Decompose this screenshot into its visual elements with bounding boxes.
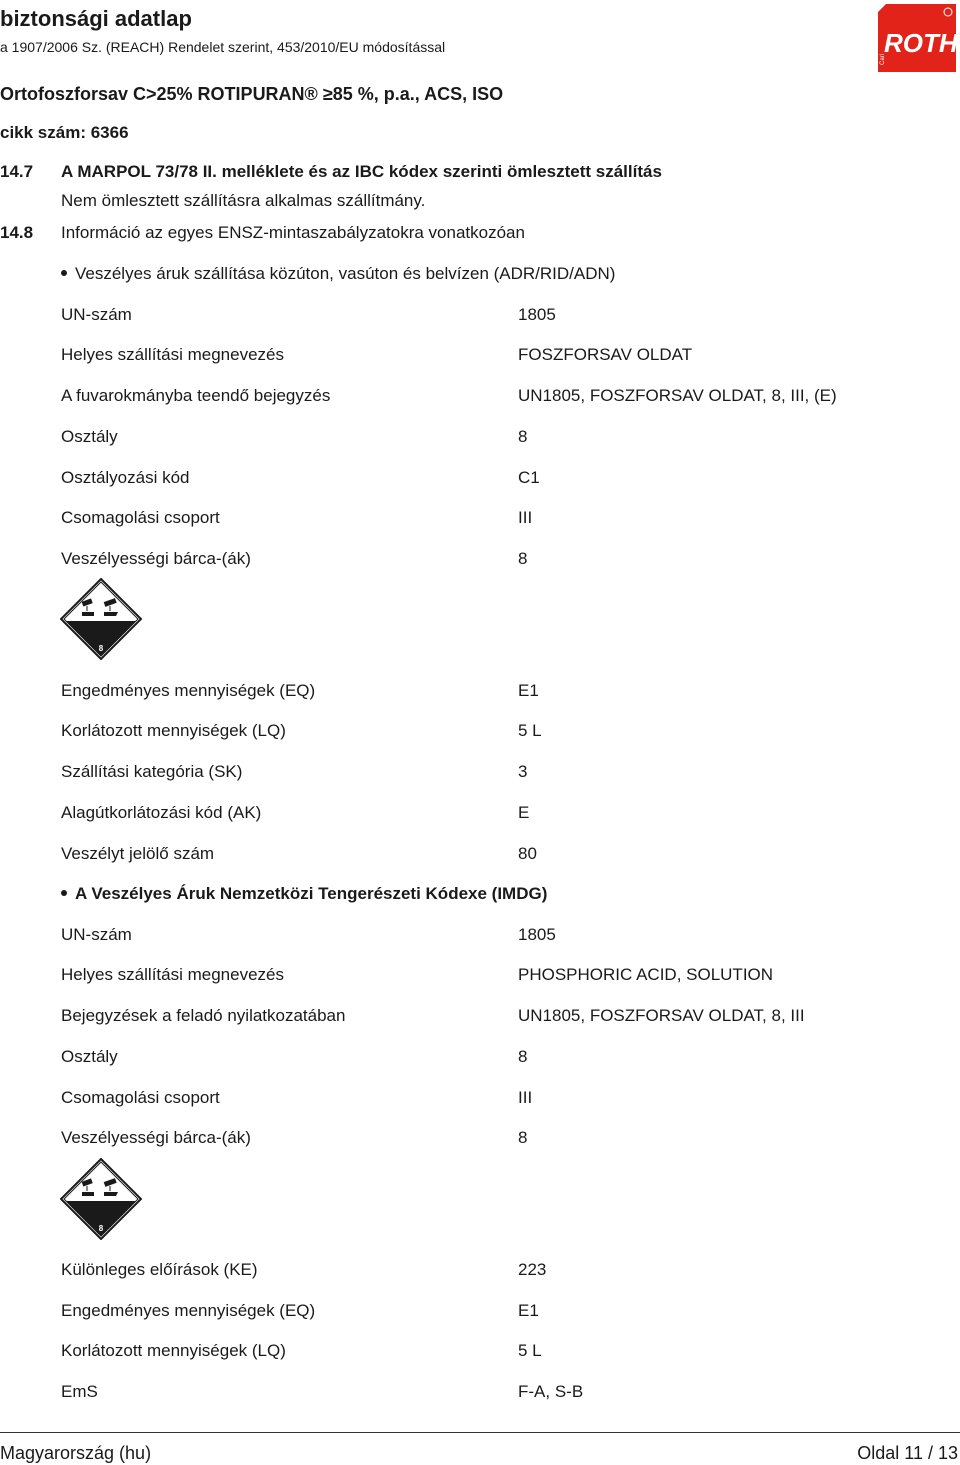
adr-row-label: Osztályozási kód: [61, 468, 190, 487]
imdg-row-value: 8: [518, 1128, 528, 1147]
hazard-class-number: 8: [98, 1224, 104, 1233]
section-14-8-number: 14.8: [0, 223, 34, 242]
imdg-row-value: III: [518, 1088, 533, 1107]
adr-row-label: UN-szám: [61, 305, 132, 324]
adr-row-value: 8: [518, 549, 528, 568]
adr-row-value: 3: [518, 762, 528, 781]
imdg-heading-text: A Veszélyes Áruk Nemzetközi Tengerészeti Kódexe (IMDG): [75, 884, 548, 903]
imdg-row-label: Engedményes mennyiségek (EQ): [61, 1301, 316, 1320]
imdg-row-label: Helyes szállítási megnevezés: [61, 965, 284, 984]
adr-row-value: FOSZFORSAV OLDAT: [518, 345, 693, 364]
imdg-row-label: Különleges előírások (KE): [61, 1260, 258, 1279]
footer-country: Magyarország (hu): [0, 1443, 152, 1463]
footer-page-number: Oldal 11 / 13: [857, 1443, 958, 1463]
document-subtitle: a 1907/2006 Sz. (REACH) Rendelet szerint, 453/2010/EU módosítással: [0, 39, 446, 55]
corrosive-hazard-label-icon: [60, 1158, 142, 1240]
corrosive-hazard-label-icon: [60, 578, 142, 660]
adr-row-label: Osztály: [61, 427, 118, 446]
adr-row-label: Engedményes mennyiségek (EQ): [61, 681, 316, 700]
imdg-row-value: 223: [518, 1260, 547, 1279]
imdg-row-label: Korlátozott mennyiségek (LQ): [61, 1341, 286, 1360]
adr-row-value: 8: [518, 427, 528, 446]
imdg-row-value: 8: [518, 1047, 528, 1066]
imdg-row-label: Veszélyességi bárca-(ák): [61, 1128, 251, 1147]
adr-row-value: 80: [518, 844, 537, 863]
imdg-row-value: UN1805, FOSZFORSAV OLDAT, 8, III: [518, 1006, 805, 1025]
adr-row-label: Veszélyességi bárca-(ák): [61, 549, 251, 568]
adr-row-label: Veszélyt jelölő szám: [61, 844, 215, 863]
adr-row-value: 5 L: [518, 721, 542, 740]
logo-text: ROTH: [884, 28, 956, 58]
article-number: cikk szám: 6366: [0, 123, 129, 142]
adr-row-label: Korlátozott mennyiségek (LQ): [61, 721, 286, 740]
document-title: biztonsági adatlap: [0, 6, 192, 31]
logo-small-text: Carl: [880, 53, 886, 65]
adr-row-value: III: [518, 508, 533, 527]
adr-row-label: Helyes szállítási megnevezés: [61, 345, 284, 364]
imdg-row-value: 5 L: [518, 1341, 542, 1360]
product-name: Ortofoszforsav C>25% ROTIPURAN® ≥85 %, p.a., ACS, ISO: [0, 84, 504, 104]
imdg-row-label: UN-szám: [61, 925, 132, 944]
imdg-row-label: EmS: [61, 1382, 98, 1401]
section-14-7-text: Nem ömlesztett szállításra alkalmas szállítmány.: [61, 191, 426, 210]
imdg-row-value: F-A, S-B: [518, 1382, 584, 1401]
adr-row-value: UN1805, FOSZFORSAV OLDAT, 8, III, (E): [518, 386, 837, 405]
bullet-icon: [61, 270, 67, 276]
imdg-row-value: 1805: [518, 925, 556, 944]
adr-row-value: 1805: [518, 305, 556, 324]
section-14-8-title: Információ az egyes ENSZ-mintaszabályzatokra vonatkozóan: [61, 223, 525, 242]
imdg-row-value: E1: [518, 1301, 539, 1320]
adr-row-label: A fuvarokmányba teendő bejegyzés: [61, 386, 331, 405]
section-14-7-number: 14.7: [0, 162, 34, 181]
imdg-row-label: Csomagolási csoport: [61, 1088, 220, 1107]
bullet-icon: [61, 890, 67, 896]
adr-row-label: Csomagolási csoport: [61, 508, 220, 527]
adr-row-value: E: [518, 803, 530, 822]
section-14-7-title: A MARPOL 73/78 II. melléklete és az IBC kódex szerinti ömlesztett szállítás: [61, 162, 662, 181]
imdg-row-value: PHOSPHORIC ACID, SOLUTION: [518, 965, 774, 984]
footer-divider: [0, 1432, 960, 1433]
adr-row-label: Alagútkorlátozási kód (AK): [61, 803, 262, 822]
hazard-class-number: 8: [98, 644, 104, 653]
imdg-row-label: Osztály: [61, 1047, 118, 1066]
adr-heading: [61, 264, 615, 284]
adr-heading-text: Veszélyes áruk szállítása közúton, vasúton és belvízen (ADR/RID/ADN): [75, 264, 616, 283]
adr-row-value: C1: [518, 468, 540, 487]
roth-logo: [878, 4, 956, 72]
imdg-row-label: Bejegyzések a feladó nyilatkozatában: [61, 1006, 346, 1025]
imdg-heading: [61, 884, 547, 904]
adr-row-value: E1: [518, 681, 539, 700]
adr-row-label: Szállítási kategória (SK): [61, 762, 243, 781]
